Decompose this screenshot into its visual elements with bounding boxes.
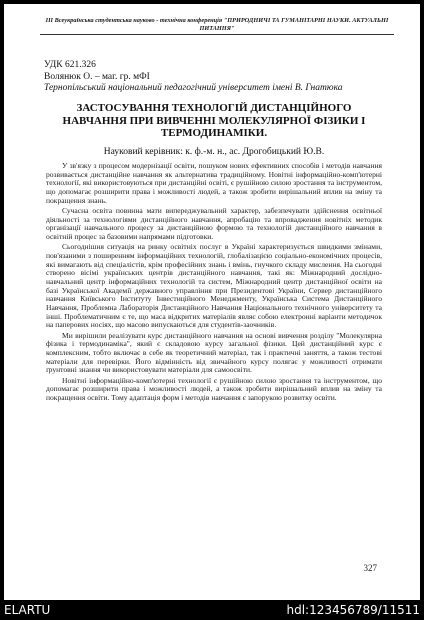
article-body <box>46 162 382 404</box>
conference-header: ІІІ Всеукраїнська студентська науково - технічна конференція "ПРИРОДНИЧІ ТА ГУМАНІТАРНІ НАУКИ. АКТУАЛЬНІ ПИТАННЯ" <box>40 17 394 35</box>
udk-code: УДК 621.326 <box>44 60 96 70</box>
paragraph: Сьогоднішня ситуація на ринку освітніх послуг в Україні характеризується швидкими змінами, пов'язаними з поширенням інформаційних технологій, глобалізацією соціально-економічних процесів, які вимагають від спеціалістів, крім професійних знань і вмінь, гнучкого складу мислення. На сьогодні створено вісімі українських центрів дистанційного навчання, такі як: Міжнародний дослідно-навчальний центр інформаційних технологій та систем, Міжнародний центр дистанційної освіти на базі Української Академії державного управління при Президентові України, Сервер дистанційного навчання Київського Інституту Інвестиційного Менеджменту, Українська Система Дистанційного Навчання, Проблемна Лабораторія Дистанційного Навчання Національного технічного університету та інші. Проблематичним є те, що маса відкритих матеріалів являє собою електронні варіанти методичок на паперових носіях, що масово випускаються для студентів-заочників. <box>46 242 382 330</box>
viewer-footer <box>0 600 424 620</box>
article-meta <box>44 60 384 95</box>
repository-name: ELARTU <box>4 603 51 617</box>
handle-identifier[interactable]: hdl:123456789/11511 <box>286 603 420 617</box>
page-number: 327 <box>363 563 377 573</box>
document-page <box>4 4 420 600</box>
article-title: ЗАСТОСУВАННЯ ТЕХНОЛОГІЙ ДИСТАНЦІЙНОГО НАВЧАННЯ ПРИ ВИВЧЕННІ МОЛЕКУЛЯРНОЇ ФІЗИКИ І ТЕРМОДИНАМІКИ. <box>62 102 366 139</box>
affiliation: Тернопільський національний педагогічний університет імені В. Гнатюка <box>44 83 343 93</box>
paragraph: Новітні інформаційно-комп'ютерні технології є рушійною силою зростання та інструментом, що допомагає розширити права і можливості людей, а також зробити вирішальний вплив на зміну та покращення освіти. Тому адаптація форм і методів навчання є запорукою розвитку освіти. <box>46 375 382 402</box>
paragraph: У зв'язку з процесом модернізації освіти, пошуком нових ефективних способів і методів навчання розвивається дистанційне навчання як альтернатива традиційному. Новітні інформаційно-комп'ютерні технології, які використовуються при дистанційні освіті, є рушійною силою зростання та інструментом, що допомагає розширити права і можливості людей, а також зробити вирішальний вплив на зміну та покращення знань. <box>46 161 382 205</box>
paragraph: Ми вирішили реалізувати курс дистанційного навчання на основі вивчення розділу "Молекулярна фізика і термодинаміка", який є складовою курсу загальної фізики. Цей дистанційний курс є комплексним, тобто включає в себе як теоретичний матеріал, так і практичні заняття, а також тестові матеріали для перевірки. Його відмінність від звичайного курсу полягає у можливості отримати ґрунтовні знання чи використовувати матеріали для самоосвіти. <box>46 330 382 375</box>
paragraph: Сучасна освіта повинна мати випереджувальний характер, забезпечувати здійснення освітньої діяльності за технологіями дистанційного навчання, апробацію та впровадження новітніх методик організації навчального процесу за дистанційною формою та технологій дистанційного навчання в освітній процес за базовими напрямами підготовки. <box>46 205 382 241</box>
author-line: Волянюк О. – маг. гр. мФІ <box>44 71 150 82</box>
scientific-advisor: Науковий керівник: к. ф.-м. н., ас. Дрогобицький Ю.В. <box>103 147 325 157</box>
